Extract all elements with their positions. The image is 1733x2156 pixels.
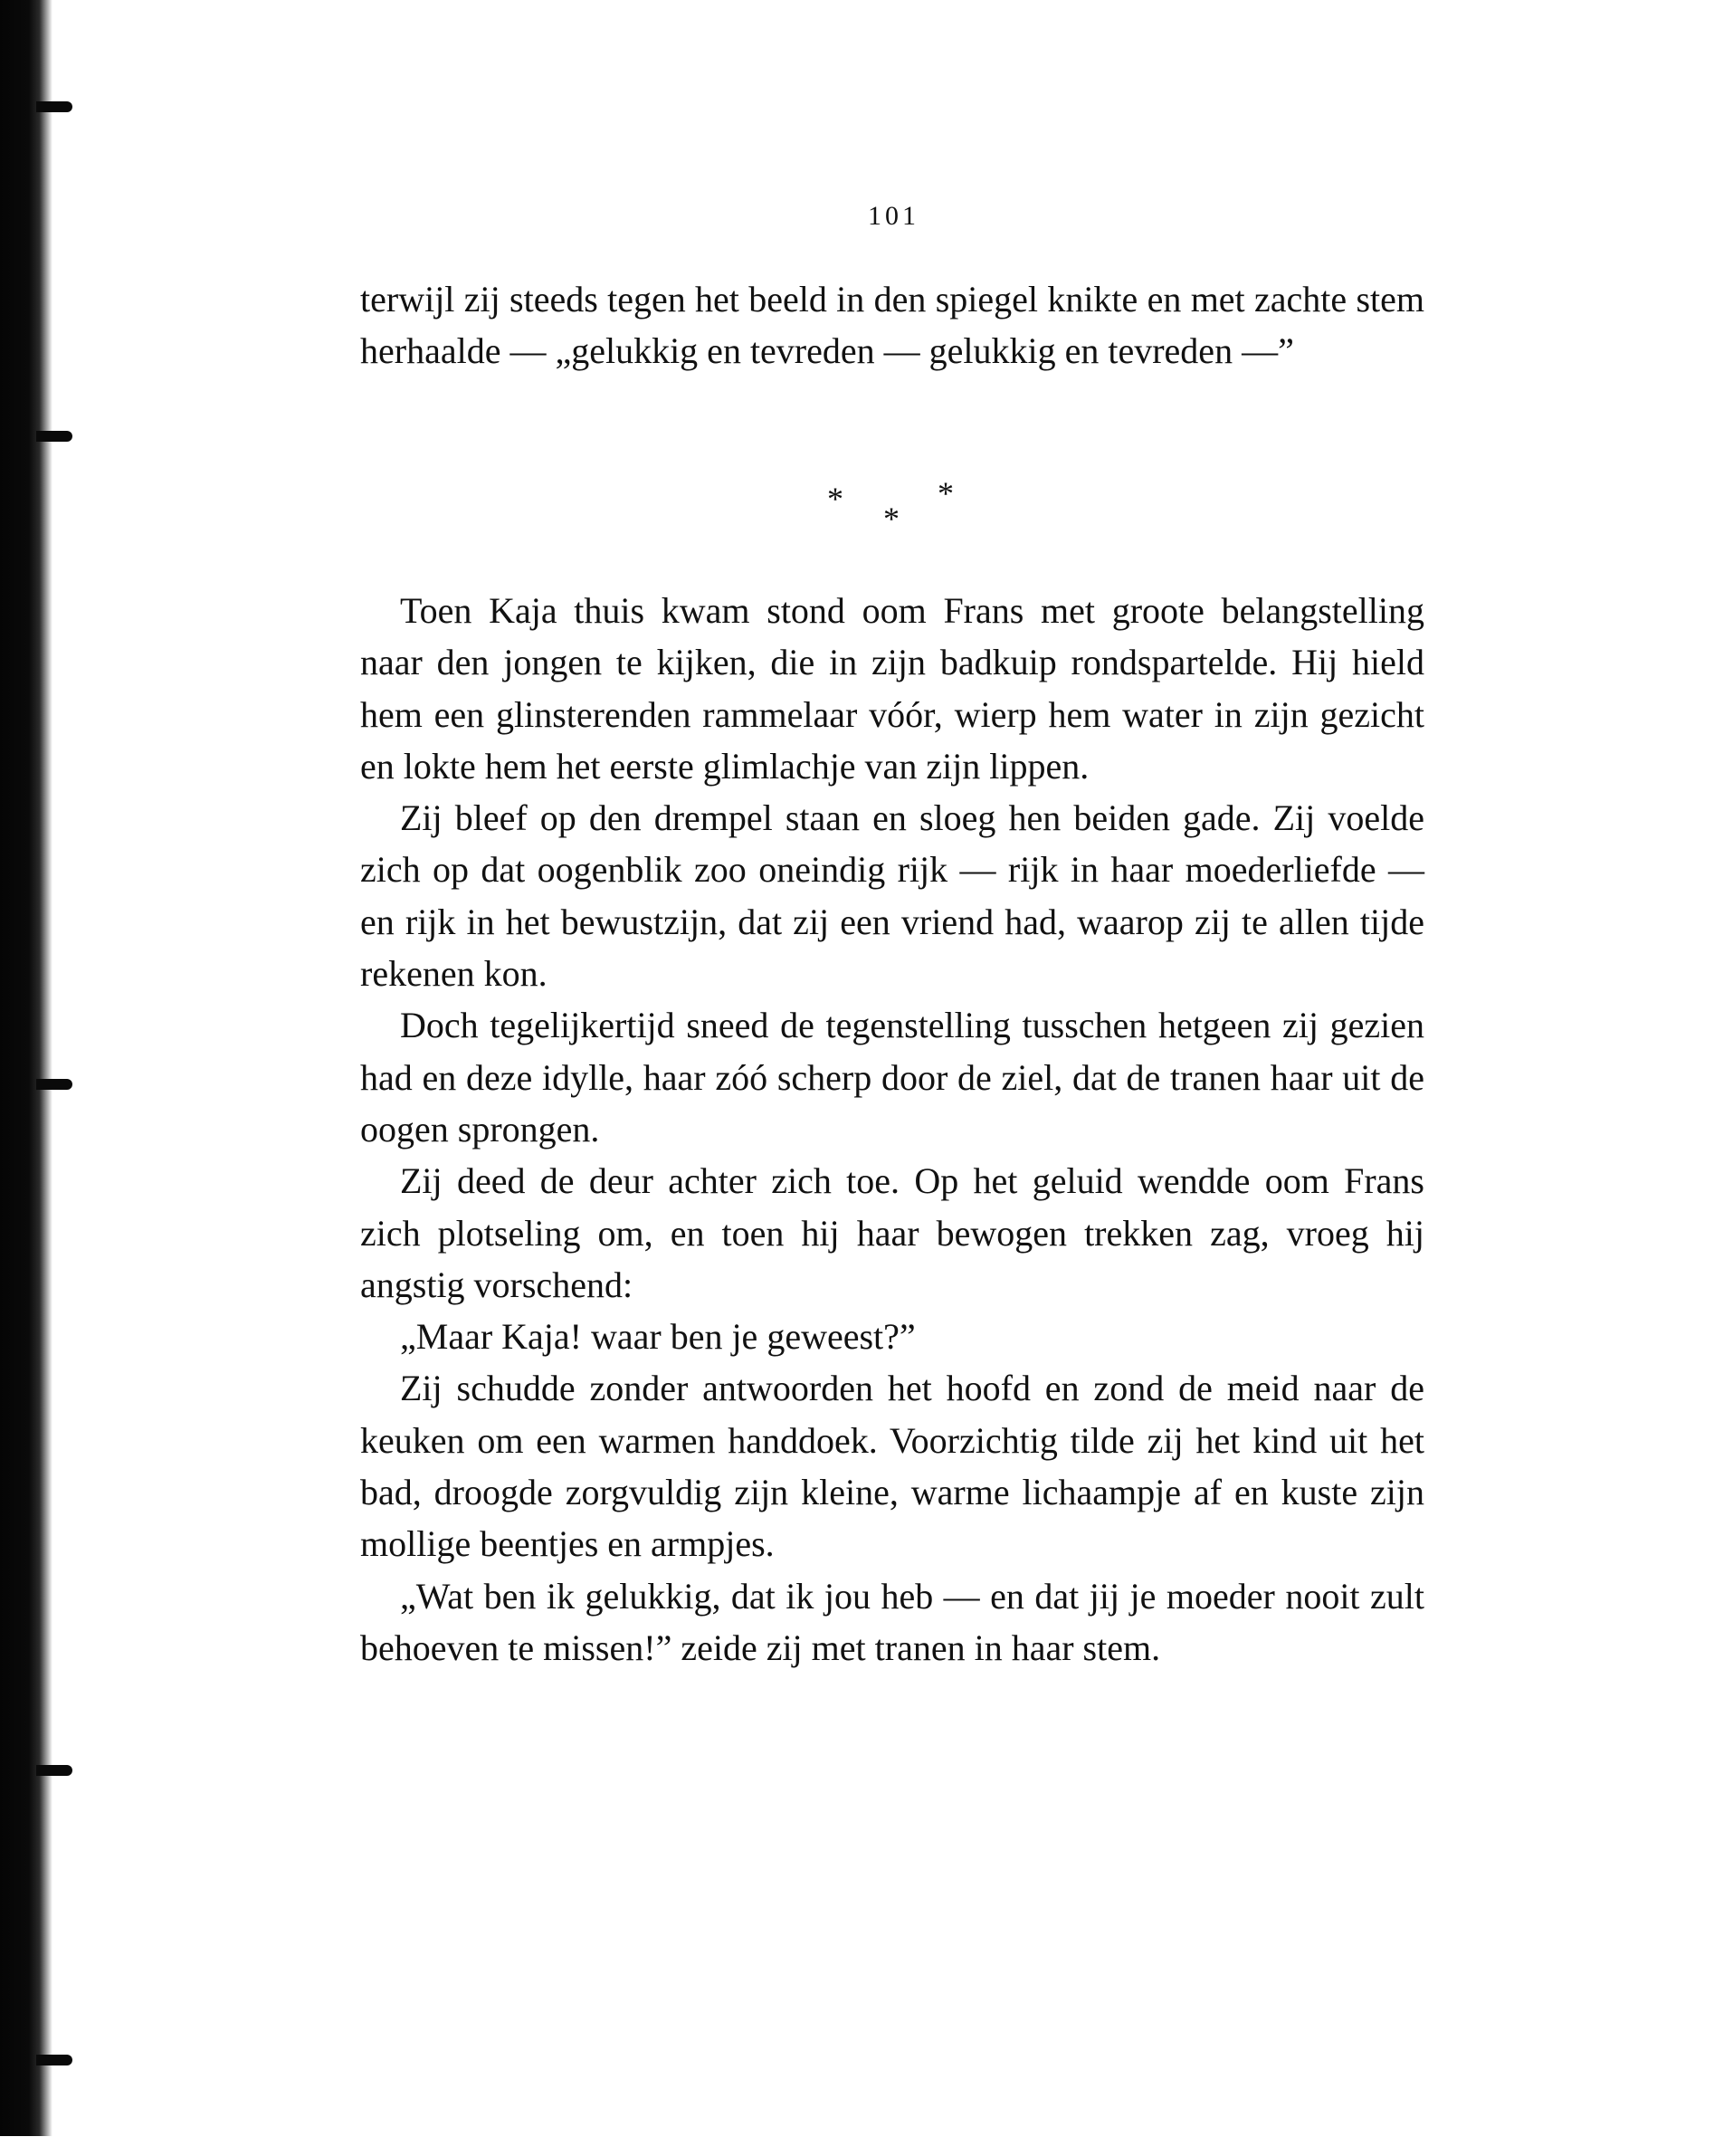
binding-notch: [36, 431, 72, 442]
binding-notch: [36, 101, 72, 112]
paragraph: Doch tegelijkertijd sneed de tegenstelling tusschen hetgeen zij gezien had en deze idylle, haar zóó scherp door de ziel, dat de tranen haar uit de oogen sprongen.: [360, 1005, 1424, 1150]
separator-star: *: [938, 475, 954, 511]
paragraph: „Wat ben ik gelukkig, dat ik jou heb — en dat jij je moeder nooit zult behoeven te missen!” zeide zij met tranen in haar stem.: [360, 1575, 1424, 1668]
page-number: 101: [868, 201, 919, 231]
paragraph: Zij schudde zonder antwoorden het hoofd en zond de meid naar de keuken om een warmen handdoek. Voorzichtig tilde zij het kind uit het bad, droogde zorgvuldig zijn kleine, warme lichaampje af en kuste zijn mollige beentjes en armpjes.: [360, 1368, 1424, 1565]
continuation-paragraph: terwijl zij steeds tegen het beeld in den spiegel knikte en met zachte stem herhaalde — „gelukkig en tevreden — gelukkig en tevreden —”: [360, 279, 1424, 372]
book-binding-edge: [0, 0, 52, 2136]
paragraph: Toen Kaja thuis kwam stond oom Frans met groote belangstelling naar den jongen te kijken, die in zijn badkuip rondspartelde. Hij hield hem een glinsterenden rammelaar vóór, wierp hem water in zijn gezicht en lokte hem het eerste glimlachje van zijn lippen.: [360, 590, 1424, 787]
separator-star: *: [883, 501, 900, 537]
paragraph: Zij deed de deur achter zich toe. Op het geluid wendde oom Frans zich plotseling om, en toen hij haar bewogen trekken zag, vroeg hij angstig vorschend:: [360, 1160, 1424, 1305]
binding-notch: [36, 1079, 72, 1090]
binding-notch: [36, 1765, 72, 1776]
section-separator: [814, 475, 977, 543]
continuation-text: [360, 273, 1424, 377]
binding-notch: [36, 2055, 72, 2065]
body-text: [360, 585, 1424, 1674]
paragraph: Zij bleef op den drempel staan en sloeg hen beiden gade. Zij voelde zich op dat oogenblik zoo oneindig rijk — rijk in haar moederliefde — en rijk in het bewustzijn, dat zij een vriend had, waarop zij te allen tijde rekenen kon.: [360, 797, 1424, 995]
separator-star: *: [827, 481, 843, 517]
paragraph: „Maar Kaja! waar ben je geweest?”: [400, 1316, 916, 1358]
